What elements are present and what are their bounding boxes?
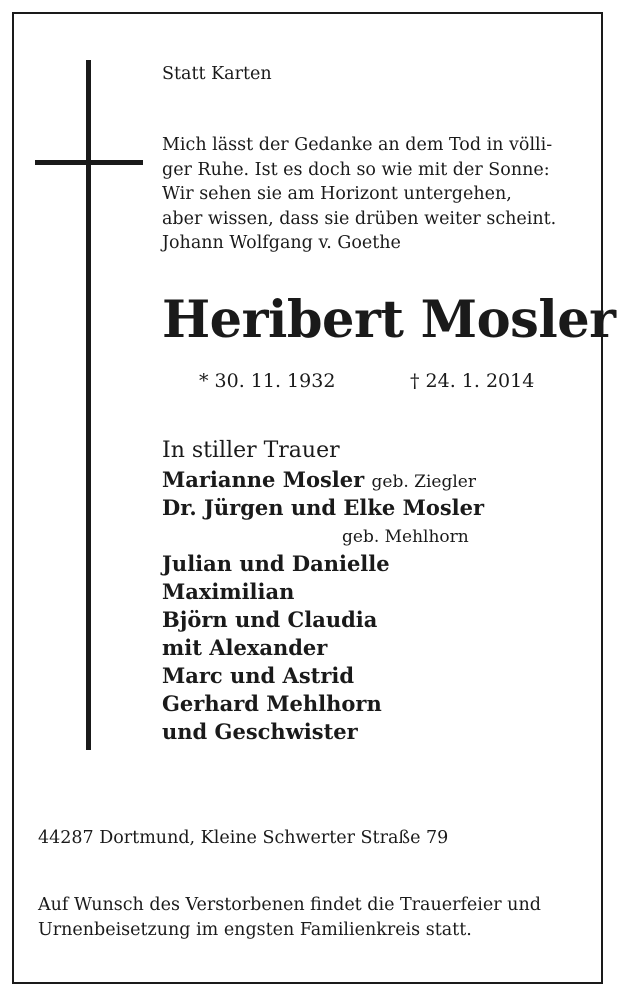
funeral-notice-text — [38, 893, 541, 943]
maiden-name: geb. Mehlhorn — [342, 527, 469, 547]
mourner-name: Gerhard Mehlhorn — [162, 691, 382, 716]
quote-line: aber wissen, dass sie drüben weiter scheint. — [162, 208, 557, 229]
mourner-name: Marc und Astrid — [162, 663, 355, 688]
mourner-name: Björn und Claudia — [162, 607, 378, 632]
mourner-name: mit Alexander — [162, 635, 328, 660]
address-text: 44287 Dortmund, Kleine Schwerter Straße 79 — [38, 828, 449, 848]
quote-line: ger Ruhe. Ist es doch so wie mit der Sonne: — [162, 159, 550, 180]
footer-line: Urnenbeisetzung im engsten Familienkreis statt. — [38, 920, 472, 940]
quote-line: Wir sehen sie am Horizont untergehen, — [162, 184, 512, 204]
death-date: † 24. 1. 2014 — [410, 370, 535, 392]
mourner-name: und Geschwister — [162, 719, 358, 744]
cross-horizontal-bar — [35, 160, 143, 165]
goethe-quote — [162, 133, 556, 256]
mourner-name: Marianne Mosler — [162, 467, 365, 492]
maiden-name: geb. Ziegler — [371, 472, 476, 492]
quote-author: Johann Wolfgang v. Goethe — [162, 233, 401, 253]
mourner-line — [162, 466, 476, 496]
mourner-name: Dr. Jürgen und Elke Mosler — [162, 495, 485, 520]
mourner-name: Maximilian — [162, 579, 295, 604]
deceased-name: Heribert Mosler — [162, 290, 616, 350]
mourner-name: Julian und Danielle — [162, 551, 390, 576]
footer-line: Auf Wunsch des Verstorbenen findet die Trauerfeier und — [38, 895, 541, 915]
quote-line: Mich lässt der Gedanke an dem Tod in völli- — [162, 135, 553, 155]
birth-date: * 30. 11. 1932 — [199, 370, 336, 392]
statt-karten-text: Statt Karten — [162, 64, 272, 84]
mourning-intro: In stiller Trauer — [162, 438, 340, 463]
